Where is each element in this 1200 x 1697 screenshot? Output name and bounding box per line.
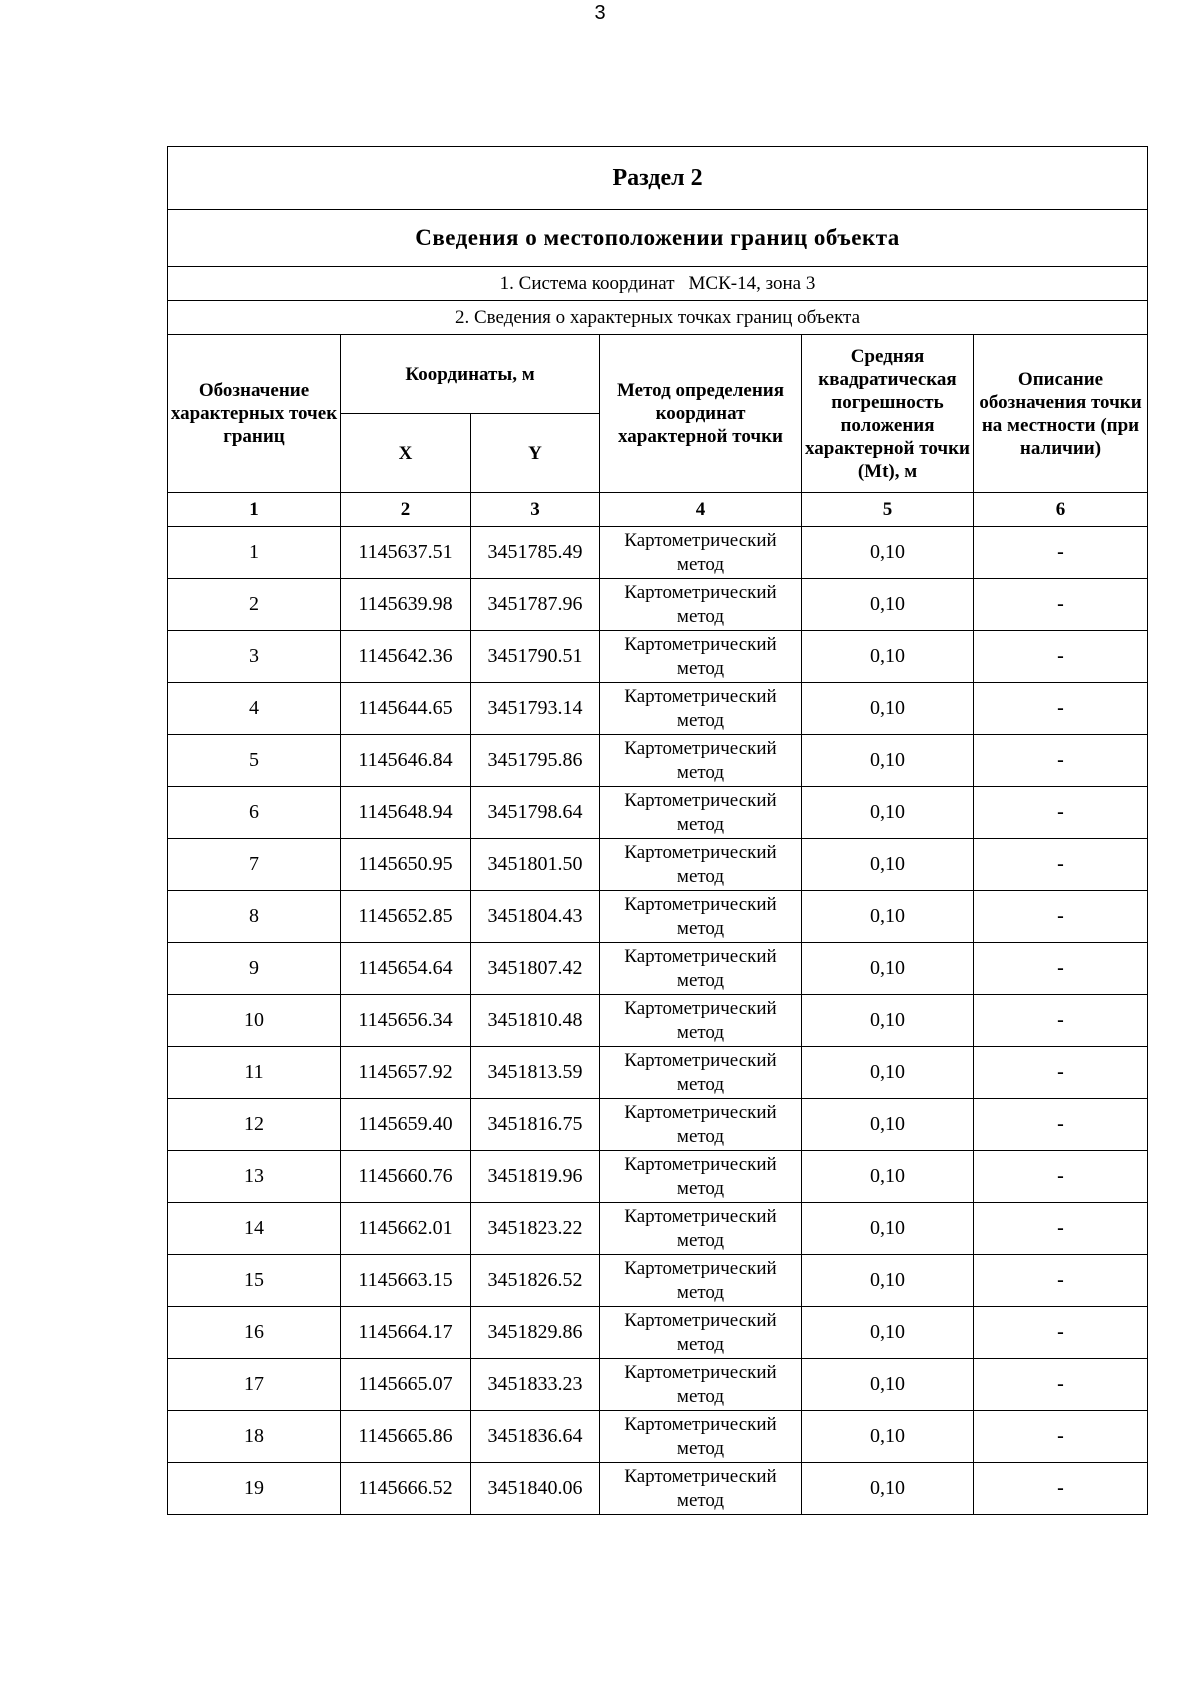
description: - [974, 943, 1148, 995]
coord-x: 1145644.65 [341, 683, 471, 735]
description: - [974, 1463, 1148, 1515]
heading-row [168, 210, 1148, 267]
description: - [974, 579, 1148, 631]
table-row [168, 527, 1148, 579]
coord-y: 3451826.52 [471, 1255, 600, 1307]
method: Картометрический метод [600, 735, 802, 787]
method: Картометрический метод [600, 839, 802, 891]
error-value: 0,10 [802, 1151, 974, 1203]
coord-x: 1145642.36 [341, 631, 471, 683]
point-id: 9 [168, 943, 341, 995]
description: - [974, 1203, 1148, 1255]
table-row [168, 735, 1148, 787]
coord-x: 1145648.94 [341, 787, 471, 839]
column-number: 4 [600, 493, 802, 527]
column-number-row [168, 493, 1148, 527]
coord-y: 3451798.64 [471, 787, 600, 839]
description: - [974, 891, 1148, 943]
method: Картометрический метод [600, 1203, 802, 1255]
boundary-points-table [167, 146, 1148, 1515]
column-number: 1 [168, 493, 341, 527]
method: Картометрический метод [600, 995, 802, 1047]
error-value: 0,10 [802, 631, 974, 683]
error-value: 0,10 [802, 1255, 974, 1307]
column-number: 6 [974, 493, 1148, 527]
method: Картометрический метод [600, 1463, 802, 1515]
header-y: Y [471, 414, 600, 493]
description: - [974, 631, 1148, 683]
table-row [168, 1463, 1148, 1515]
method: Картометрический метод [600, 787, 802, 839]
coord-y: 3451801.50 [471, 839, 600, 891]
description: - [974, 1307, 1148, 1359]
method: Картометрический метод [600, 891, 802, 943]
table-row [168, 631, 1148, 683]
point-id: 4 [168, 683, 341, 735]
points-table-body [168, 527, 1148, 1515]
table-row [168, 1099, 1148, 1151]
coord-x: 1145662.01 [341, 1203, 471, 1255]
table-row [168, 995, 1148, 1047]
method: Картометрический метод [600, 1255, 802, 1307]
method: Картометрический метод [600, 1359, 802, 1411]
description: - [974, 683, 1148, 735]
coord-x: 1145660.76 [341, 1151, 471, 1203]
coord-y: 3451787.96 [471, 579, 600, 631]
method: Картометрический метод [600, 683, 802, 735]
error-value: 0,10 [802, 943, 974, 995]
coord-x: 1145650.95 [341, 839, 471, 891]
coord-y: 3451810.48 [471, 995, 600, 1047]
coord-y: 3451795.86 [471, 735, 600, 787]
coord-y: 3451836.64 [471, 1411, 600, 1463]
header-method: Метод определения координат характерной точки [600, 335, 802, 493]
description: - [974, 1411, 1148, 1463]
coord-x: 1145666.52 [341, 1463, 471, 1515]
coord-x: 1145654.64 [341, 943, 471, 995]
method: Картометрический метод [600, 579, 802, 631]
error-value: 0,10 [802, 579, 974, 631]
method: Картометрический метод [600, 527, 802, 579]
coord-x: 1145646.84 [341, 735, 471, 787]
description: - [974, 1047, 1148, 1099]
table-row [168, 683, 1148, 735]
coord-x: 1145639.98 [341, 579, 471, 631]
page-number: 3 [594, 2, 606, 24]
table-row [168, 1047, 1148, 1099]
point-id: 16 [168, 1307, 341, 1359]
coord-y: 3451833.23 [471, 1359, 600, 1411]
point-id: 3 [168, 631, 341, 683]
table-row [168, 1203, 1148, 1255]
table-row [168, 839, 1148, 891]
error-value: 0,10 [802, 1307, 974, 1359]
table-row [168, 1411, 1148, 1463]
coord-x: 1145657.92 [341, 1047, 471, 1099]
error-value: 0,10 [802, 891, 974, 943]
error-value: 0,10 [802, 527, 974, 579]
description: - [974, 839, 1148, 891]
points-info: 2. Сведения о характерных точках границ объекта [168, 301, 1148, 335]
coord-x: 1145652.85 [341, 891, 471, 943]
coord-y: 3451829.86 [471, 1307, 600, 1359]
coord-y: 3451823.22 [471, 1203, 600, 1255]
column-number: 3 [471, 493, 600, 527]
point-id: 12 [168, 1099, 341, 1151]
coord-system-value: МСК-14, зона 3 [688, 272, 816, 294]
coord-x: 1145665.07 [341, 1359, 471, 1411]
header-x: X [341, 414, 471, 493]
error-value: 0,10 [802, 1203, 974, 1255]
section-title: Раздел 2 [168, 147, 1148, 210]
method: Картометрический метод [600, 1411, 802, 1463]
table-row [168, 1255, 1148, 1307]
section-row [168, 147, 1148, 210]
error-value: 0,10 [802, 1099, 974, 1151]
method: Картометрический метод [600, 943, 802, 995]
point-id: 5 [168, 735, 341, 787]
coord-y: 3451790.51 [471, 631, 600, 683]
coord-system-cell [168, 267, 1148, 301]
coord-x: 1145664.17 [341, 1307, 471, 1359]
point-id: 7 [168, 839, 341, 891]
coord-x: 1145637.51 [341, 527, 471, 579]
column-number: 2 [341, 493, 471, 527]
table-row [168, 1151, 1148, 1203]
table-row [168, 943, 1148, 995]
header-description: Описание обозначения точки на местности (при наличии) [974, 335, 1148, 493]
point-id: 14 [168, 1203, 341, 1255]
description: - [974, 1151, 1148, 1203]
error-value: 0,10 [802, 787, 974, 839]
point-id: 6 [168, 787, 341, 839]
coord-y: 3451819.96 [471, 1151, 600, 1203]
error-value: 0,10 [802, 1047, 974, 1099]
error-value: 0,10 [802, 839, 974, 891]
coord-x: 1145665.86 [341, 1411, 471, 1463]
error-value: 0,10 [802, 995, 974, 1047]
point-id: 15 [168, 1255, 341, 1307]
point-id: 13 [168, 1151, 341, 1203]
point-id: 10 [168, 995, 341, 1047]
point-id: 8 [168, 891, 341, 943]
coord-x: 1145663.15 [341, 1255, 471, 1307]
error-value: 0,10 [802, 1359, 974, 1411]
point-id: 17 [168, 1359, 341, 1411]
table-row [168, 1307, 1148, 1359]
coord-y: 3451793.14 [471, 683, 600, 735]
header-coordinates: Координаты, м [341, 335, 600, 414]
point-id: 1 [168, 527, 341, 579]
method: Картометрический метод [600, 1307, 802, 1359]
description: - [974, 1099, 1148, 1151]
coord-system-row [168, 267, 1148, 301]
coord-y: 3451804.43 [471, 891, 600, 943]
coord-y: 3451816.75 [471, 1099, 600, 1151]
table-row [168, 787, 1148, 839]
point-id: 11 [168, 1047, 341, 1099]
description: - [974, 1255, 1148, 1307]
description: - [974, 995, 1148, 1047]
coord-system-label: 1. Система координат [499, 272, 675, 294]
error-value: 0,10 [802, 1463, 974, 1515]
coord-y: 3451785.49 [471, 527, 600, 579]
error-value: 0,10 [802, 1411, 974, 1463]
point-id: 19 [168, 1463, 341, 1515]
column-number: 5 [802, 493, 974, 527]
table-row [168, 579, 1148, 631]
description: - [974, 787, 1148, 839]
points-info-row [168, 301, 1148, 335]
coord-y: 3451813.59 [471, 1047, 600, 1099]
method: Картометрический метод [600, 1099, 802, 1151]
method: Картометрический метод [600, 631, 802, 683]
error-value: 0,10 [802, 683, 974, 735]
column-header-row [168, 335, 1148, 414]
table-row [168, 1359, 1148, 1411]
coord-x: 1145659.40 [341, 1099, 471, 1151]
coord-x: 1145656.34 [341, 995, 471, 1047]
header-error: Средняя квадратическая погрешность положения характерной точки (Mt), м [802, 335, 974, 493]
header-designation: Обозначение характерных точек границ [168, 335, 341, 493]
description: - [974, 735, 1148, 787]
section-heading: Сведения о местоположении границ объекта [168, 210, 1148, 267]
method: Картометрический метод [600, 1151, 802, 1203]
table-row [168, 891, 1148, 943]
description: - [974, 527, 1148, 579]
point-id: 2 [168, 579, 341, 631]
method: Картометрический метод [600, 1047, 802, 1099]
coord-y: 3451807.42 [471, 943, 600, 995]
error-value: 0,10 [802, 735, 974, 787]
point-id: 18 [168, 1411, 341, 1463]
description: - [974, 1359, 1148, 1411]
coord-y: 3451840.06 [471, 1463, 600, 1515]
